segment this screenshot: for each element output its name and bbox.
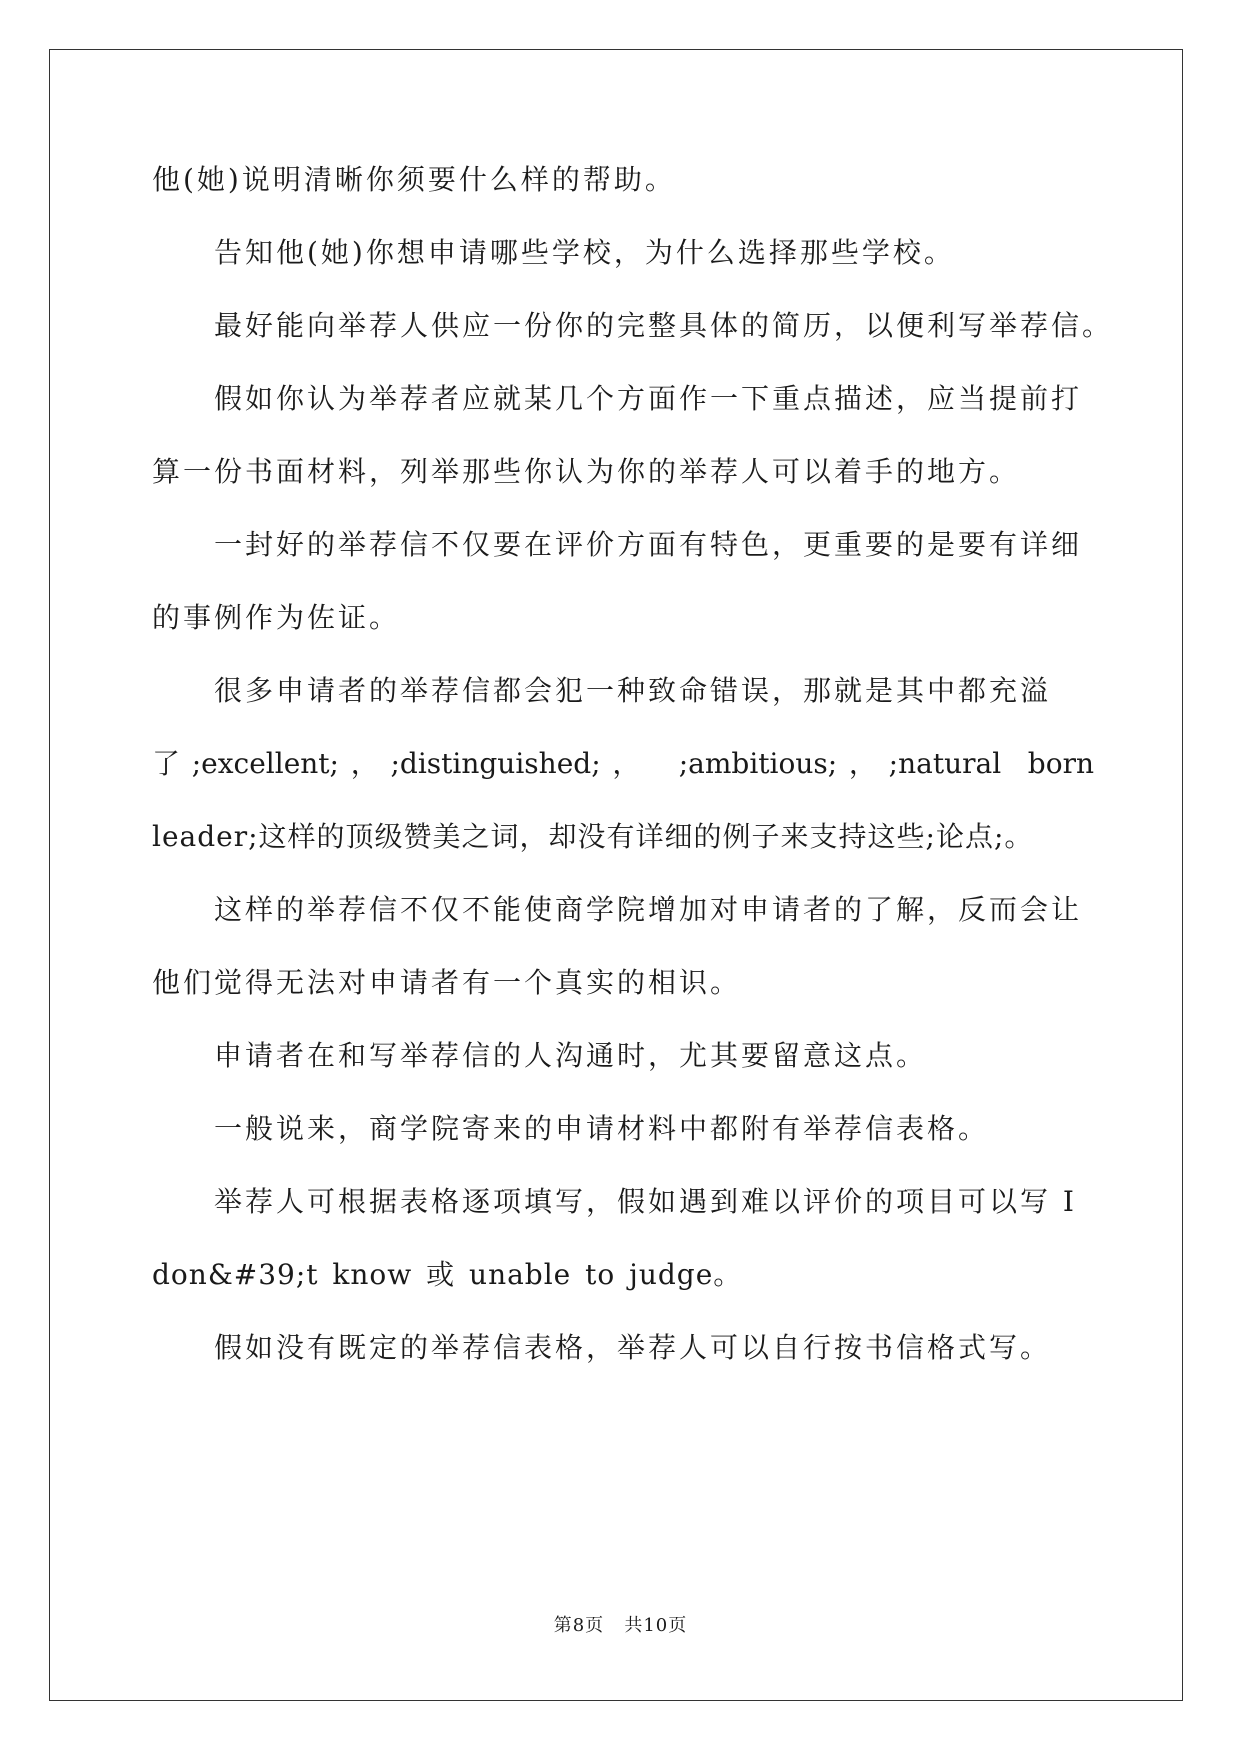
page-total: 共10页 bbox=[624, 1615, 688, 1636]
text-line: leader;这样的顶级赞美之词，却没有详细的例子来支持这些;论点;。 bbox=[152, 820, 1034, 853]
paragraph-start: 假如没有既定的举荐信表格，举荐人可以自行按书信格式写。 bbox=[214, 1331, 1052, 1364]
paragraph-start: 举荐人可根据表格逐项填写，假如遇到难以评价的项目可以写 I bbox=[214, 1185, 1077, 1218]
page-footer bbox=[0, 1614, 1241, 1638]
text-line: 算一份书面材料，列举那些你认为你的举荐人可以着手的地方。 bbox=[152, 455, 1021, 488]
text-line: don&#39;t know 或 unable to judge。 bbox=[152, 1258, 743, 1291]
footer-separator bbox=[604, 1615, 624, 1636]
page-border bbox=[49, 49, 1183, 1701]
text-line: 了;excellent;，;distinguished;， ;ambitious;，;natural born bbox=[152, 747, 1094, 780]
text-line: 的事例作为佐证。 bbox=[152, 601, 401, 634]
paragraph-start: 一般说来，商学院寄来的申请材料中都附有举荐信表格。 bbox=[214, 1112, 990, 1145]
paragraph-start: 最好能向举荐人供应一份你的完整具体的简历，以便利写举荐信。 bbox=[214, 309, 1114, 342]
text-line: 他(她)说明清晰你须要什么样的帮助。 bbox=[152, 163, 676, 196]
paragraph-start: 很多申请者的举荐信都会犯一种致命错误，那就是其中都充溢 bbox=[214, 674, 1052, 707]
paragraph-start: 这样的举荐信不仅不能使商学院增加对申请者的了解，反而会让 bbox=[214, 893, 1083, 926]
paragraph-start: 申请者在和写举荐信的人沟通时，尤其要留意这点。 bbox=[214, 1039, 928, 1072]
page-number: 第8页 bbox=[553, 1615, 605, 1636]
text-line: 他们觉得无法对申请者有一个真实的相识。 bbox=[152, 966, 742, 999]
paragraph-start: 一封好的举荐信不仅要在评价方面有特色，更重要的是要有详细 bbox=[214, 528, 1083, 561]
paragraph-start: 告知他(她)你想申请哪些学校，为什么选择那些学校。 bbox=[214, 236, 955, 269]
paragraph-start: 假如你认为举荐者应就某几个方面作一下重点描述，应当提前打 bbox=[214, 382, 1083, 415]
